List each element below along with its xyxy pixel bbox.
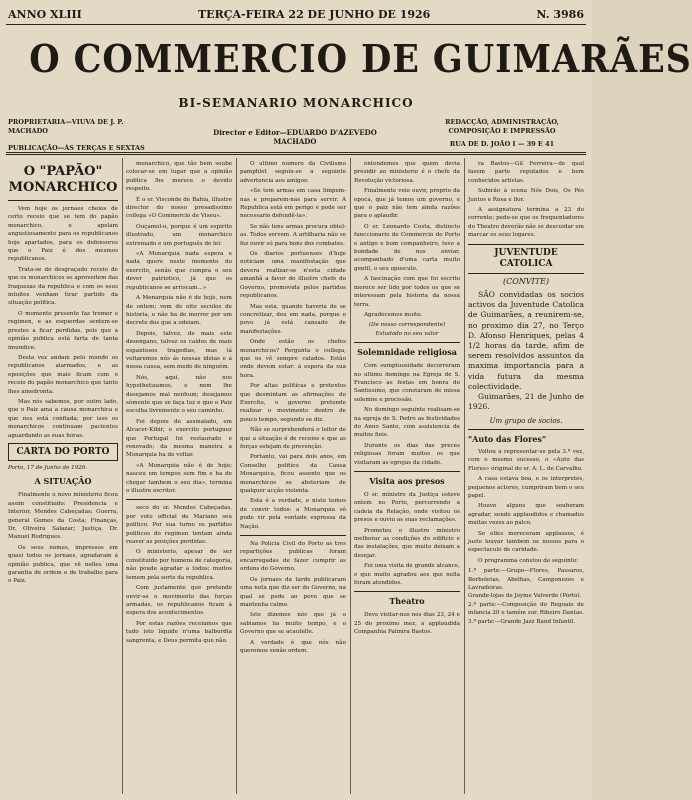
paragraph: A casa estava boa, e os interpretes, pequenos actores, cumpriram bem o seu papel.: [468, 476, 584, 499]
paragraph: Desta vez andam pelo mundo os republicanos alarmados, e as oposições que mais ficam com o receio do papão monarchico que tanto lhes amedronta.: [8, 354, 118, 395]
paragraph: No domingo seguinte realisam-se na egreja de S. Pedro as festividades do Anno Santo, com assistencia de muitos fieis.: [354, 407, 460, 439]
program-list: [468, 567, 584, 626]
paragraph: Agradecemos muito.: [364, 311, 423, 318]
paragraph: O momento presente faz tremer o regimen, e as esquerdas sentem-se prestes a ficar perdidas, pois que a opinião publica está farta de tanta imundice.: [8, 310, 118, 351]
paragraph: Guimarães, 21 de Junho de 1926.: [468, 392, 584, 412]
paragraph: A assignatura termina a 23 do corrente; pede-se que os frequentadores do Theatro deverão não se descuidar em marcar os seus logares.: [468, 207, 584, 239]
masthead-rule: [6, 152, 586, 155]
newspaper-subtitle: BI-SEMANARIO MONARCHICO: [178, 96, 414, 110]
divider: [8, 200, 118, 201]
issue-date: TERÇA-FEIRA 22 DE JUNHO DE 1926: [198, 8, 431, 21]
program-item: Grande-lojas de Joyme Valverde (Porto).: [468, 593, 582, 600]
letter-heading: CARTA DO PORTO: [8, 443, 118, 461]
paragraph: Os jornaes da tarde publicaram uma nota que diz ser do Governo, na qual se pede ao povo que se mantenha calmo.: [240, 576, 346, 608]
top-bar: [8, 8, 584, 24]
paragraph: A fascinação com que foi escrito merece ser lido por todos os que se interessam pela historia da nossa terra.: [354, 276, 460, 308]
program-item: 2.ª parte:—Composição do Regoaio de infancia 20 e tamém sur. Ribeiro Dantas.: [468, 601, 584, 617]
publication-line: PUBLICAÇÃO—ÁS TERÇAS E SEXTAS: [8, 144, 145, 152]
column-2: [126, 160, 232, 794]
paragraph: Não se surprehenderá o leitor de que a situação é de receios e que as forças estejam de prevenção.: [240, 427, 346, 450]
paragraph: Se elles mereceram applausos, é justo louvar tambem os nossos para o espectaculo de caridade.: [468, 530, 584, 554]
divider: [468, 429, 584, 430]
paragraph: Com sumptuosidade decorreram no ultimo domingo na Egreja de S. Francisco as festas em honra do Santissimo, que constaram de missa solemne e procissão.: [354, 363, 460, 403]
article-heading: Solemnidade religiosa: [357, 347, 457, 358]
paragraph: SÃO convidadas os socios activos da Juventude Catolica de Guimarães, a reunirem-se, no proximo dia 27, no Terço D. Afonso Henriques, pelas 4 1/2 horas da tarde, afim de serem resolvidos assuntos da maxima importancia para a vida futura da mesma colectividade.: [468, 290, 584, 391]
paragraph: Trata-se do desgraçado receio de que os monarchicos se aproveitem das fraquezas da republica e com os seus intuitos venham tirar partido da situação politica.: [8, 266, 118, 307]
column-divider: [236, 158, 237, 794]
note: Estudado no seu valor: [375, 330, 439, 337]
paragraph: «Se tem armas em casa limpem-nas e preparem-nas para servir. A Republica está em perigo e pode ser necessario defendê-la».: [240, 188, 346, 220]
divider: [354, 342, 460, 343]
signature: Um grupo de socios.: [489, 416, 563, 425]
paragraph: Ouçamol-o, porque é um espirito illustrado, um monarchico extremado e um português de lei:: [126, 223, 232, 247]
paragraph: «A Monarquia nada espera e nada quere neste momento do exercito, senão que cumpra o seu dever patriotico, já que os republicanos se arriscam...»: [126, 251, 232, 291]
article-subheading: (CONVITE): [502, 276, 550, 286]
paragraph: Por estas razões receiamos que tudo isto liquide n'uma balburdia sangrenta, e Deus permita que não.: [126, 620, 232, 644]
note: (De nosso correspondente): [368, 322, 446, 329]
paragraph: O sr. Leonardo Costa, distincto funccionario do Commercio do Porto e antigo e bom companheiro, teve a bondade de nos enviar, acompanhado d'uma carta muito gentil, o seu opusculo.: [354, 223, 460, 272]
paragraph: Esta é a verdade, e nisto temos de convir todos: a Monarquia só pode vir pela vontade expressa da Nação.: [240, 498, 346, 530]
director-line: Director e Editor—EDUARDO D'AZEVEDO MACHADO: [213, 128, 377, 146]
address-line: RUA DE D. JOÃO I — 39 E 41: [449, 140, 555, 148]
paragraph: Foi uma visita de grande alcance, e que muito agradou aos que nella foram atendidos.: [354, 563, 460, 587]
column-3: [240, 160, 346, 794]
column-divider: [122, 158, 123, 794]
paragraph: ra Bastos—Gil Ferreira—de qual fazem parte reputados e bem conhecidos artistas.: [468, 161, 584, 184]
owner-line: PROPRIETARIA—VIUVA DE J. P. MACHADO: [8, 118, 124, 135]
paragraph: entendemos que quem devia presidir ao ministerio é o chefe da Revolução victoriosa.: [354, 161, 460, 184]
divider: [354, 471, 460, 472]
newspaper-title: O COMMERCIO DE GUIMARÃES: [29, 36, 692, 81]
column-divider: [350, 158, 351, 794]
dateline: Porto, 17 de Junho de 1926.: [8, 464, 88, 471]
column-1: [8, 160, 118, 794]
program-item: 1.ª parte:—Grupo—Flores, Passaros, Borboletas, Abelhas, Camponezes e Lavradeiras.: [468, 568, 584, 591]
article-heading: O "PAPÃO" MONARCHICO: [8, 164, 118, 195]
paragraph: Mas nós sabemos, por outro lado, que o Paiz ama a causa monarchica e que nos está confiada; por isso os monarchicos continuam pacientes aguardando as suas horas.: [8, 398, 118, 439]
paragraph: O programma constou de seguinte:: [478, 557, 579, 564]
paragraph: Na Policia Civil do Porto as tres repartições publicas foram encarregadas de fazer cumprir as ordens do Governo.: [240, 541, 346, 573]
section-heading: A SITUAÇÃO: [34, 476, 92, 487]
column-divider: [464, 158, 465, 794]
article-heading: Theatro: [389, 596, 425, 607]
article-heading: JUVENTUDE CATOLICA: [468, 244, 584, 274]
owner-info: [8, 118, 158, 153]
paragraph: Voltou a representar-se pela 3.ª vez, com o mesmo sucesso, o «Auto das Flores» original do sr. A. L. de Carvalho.: [468, 448, 584, 472]
paragraph: Os diarios portuenses d'hoje noticiam uma manifestação que devera realizar-se n'esta cidade amanhã a favor do illustre chefe do Governo, promovida pelos partidos republicanos.: [240, 251, 346, 300]
program-item: 3.ª parte:—Grande Jazz Band Infantil.: [468, 618, 576, 625]
paragraph: Finalmente o novo ministerio ficou assim constituido: Presidencia e Interior, Mendes Cabeçadas; Guerra, general Gomes da Costa; Finanças, Dr. Oliveira Salazar; Justiça, Dr. Manuel Rodrigues.: [8, 492, 118, 541]
paragraph: Nós, aqui, não nos hypothetizamos, e nem lhe desejamos mal nenhum; desejamos sómente que se faça luz e que o Paiz escolha livremente o seu caminho.: [126, 374, 232, 415]
paragraph: Os seus nomes, impressos em quasi todos os jornaes, agradaram á opinião publica, que vê nelles uma garantia de ordem e de trabalho para o Paiz.: [8, 544, 118, 585]
paragraph: seco do sr. Mendes Cabeçadas, por voto official de Mariano seu politico. Por sua turno os partidos politicos do regimen tentam ainda reaver as posições perdidas.: [126, 505, 232, 546]
article-heading: Visita aos presos: [369, 476, 445, 486]
paragraph: Deve visitar-nos nos dias 23, 24 e 25 do proximo mez, a applaudida Companhia Palmira Bastos.: [354, 612, 460, 636]
paragraph: Foi depois de assinalado, em Alcacer-Kibir, o exercito portuguez que Portugal foi restaurado e renovado; da mesma maneira a Monarquia ha de voltar.: [126, 418, 232, 459]
paragraph: É o sr. Visconde de Bahia, illustre director do nosso presadissimo collega «O Commercio de Viseu».: [126, 196, 232, 220]
issue-number: N. 3986: [536, 8, 584, 21]
paragraph: Onde estão os chefes monarchicos? Pergunta o collega, que os vê sempre calados. Estão onde devem estar: á espera da sua hora.: [240, 339, 346, 379]
column-4: [354, 160, 460, 794]
paragraph: Com justamente que pretende ouvir-se o movimento das forças armadas, os republicanos ficam á espera dos acontecimentos.: [126, 585, 232, 617]
redaction-info: [420, 118, 584, 149]
paragraph: Isto dizemos nós que já o sabiamos ha muito tempo, e o Governo que se acautelle.: [240, 612, 346, 636]
paragraph: Se não tens armas procura obtel-as. Todos servem. A artilharia não se fez ouvir só para bons dos combates.: [240, 223, 346, 247]
paragraph: O ultimo numero da Civilismo pamphlet seguiu-se a seguinte advertencia aos amigos:: [240, 161, 346, 184]
paragraph: O sr. ministro da Justiça esteve ontem no Porto, percorrendo a cadeia da Relação, onde visitou os presos e ouviu as suas reclamações.: [354, 492, 460, 524]
divider: [126, 499, 232, 500]
column-5: [468, 160, 584, 794]
divider: [354, 591, 460, 592]
paragraph: Finalmente veio ouvir, proprio da epoca, que já temos um governo, e que o paiz não tem ainda razões para o aplaudir.: [354, 188, 460, 220]
notice-body: [468, 290, 584, 412]
redaction-line: REDACÇÃO, ADMINISTRAÇÃO, COMPOSIÇÃO E IMPRESSÃO: [445, 118, 559, 135]
article-heading: "Auto das Flores": [468, 433, 547, 444]
paragraph: Por altas politicas e pretextos que desmintam as afirmações do Exercito, o governo pretende realizar o movimento dentro de pouco tempo, segundo se diz.: [240, 383, 346, 423]
paragraph: monarchico, que tão bem soube colocar-se em lugar que a opinião publica lhe merece o devido respeito.: [126, 161, 232, 193]
paragraph: A verdade é que nós não queremos senão ordem.: [240, 639, 346, 654]
paragraph: Prometeu o illustre ministro melhorar as condições do edificio e das instalações, que muito deixam a desejar.: [354, 527, 460, 559]
paragraph: A Monarquia não é de hoje, nem de ontem; vem de oito seculos de historia, e não ha de morrer por um decreto dos que a odeiam.: [126, 295, 232, 327]
paragraph: Portanto, vai para dois anos, em Conselho politico da Causa Monarquica, ficou assente que os monarchicos se absteriam de qualquer acção violenta.: [240, 454, 346, 495]
paragraph: Depois, talvez, de mais este desengano, talvez os caídos de mais espantosos tragedias, mas lá voltaremos nós ás nossas ideias e á nossa causa, sem medo de ninguém.: [126, 330, 232, 371]
paragraph: Houve alguns que souberam agradar, sendo applaudidos e chamados muitas vezes ao palco.: [468, 503, 584, 527]
paragraph: Durante os dias das preces religiosas foram muitos os que visitaram as egrejas da cidade.: [354, 442, 460, 466]
paragraph: Subirão á scena Nós Dois, Os Pés Juntos e Rosa e flor.: [468, 188, 584, 203]
issue-year: ANNO XLIII: [8, 8, 82, 21]
paragraph: O ministerio, apesar de ser constituido por homens de categoria, não poude agradar a todos; muitos temem pela sorte da republica.: [126, 549, 232, 581]
paragraph: Mas esta, quando haveria de se concretizar, deu em nada, porque o povo já está cansado de manifestações.: [240, 303, 346, 335]
divider: [240, 535, 346, 536]
paragraph: «A Monarquia não é de hoje; nasceu em tempos sem fim e ha de chegar tambem o seu dia», termina o illustre escritor.: [126, 462, 232, 495]
paragraph: Vem hoje os jornaes cheios de certo receio que se tem do papão monarchico, e apelam angustiosamente para os republicanos hoje apartados, para os defensores que o Paiz é dos mesmos republicanos.: [8, 206, 118, 263]
